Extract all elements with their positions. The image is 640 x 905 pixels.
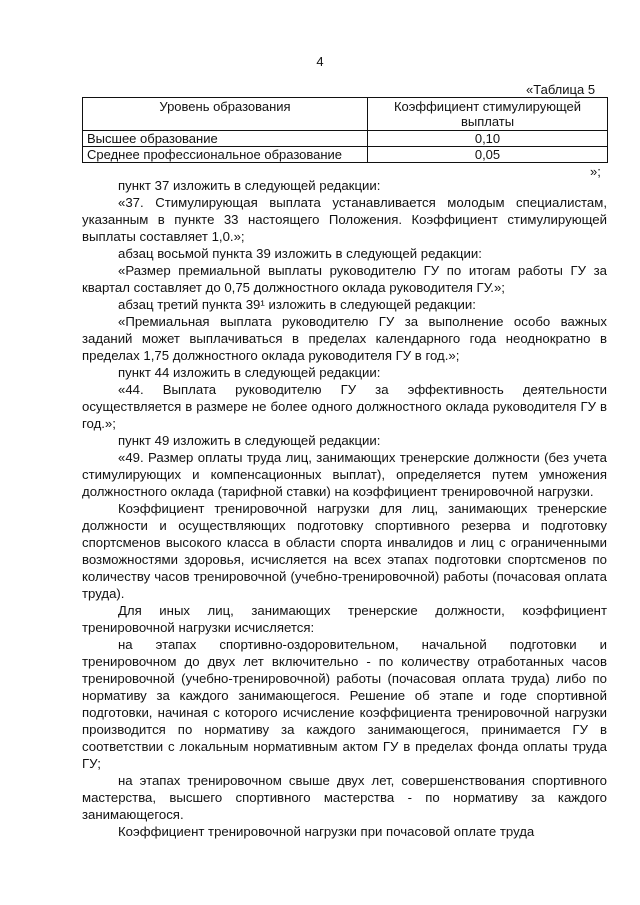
paragraph: на этапах тренировочном свыше двух лет, совершенствования спортивного мастерства, высшего спортивного мастерства - по нормативу за каждого занимающегося. [82,773,607,822]
paragraph: «44. Выплата руководителю ГУ за эффективность деятельности осуществляется в размере не более одного должностного оклада руководителя ГУ в год.»; [82,382,607,431]
paragraph: «Размер премиальной выплаты руководителю ГУ по итогам работы ГУ за квартал составляет до 0,75 должностного оклада руководителя ГУ.»; [82,263,607,295]
coefficient-table [82,97,608,163]
table-header-cell: Уровень образования [83,98,368,131]
paragraph: пункт 37 изложить в следующей редакции: [118,178,381,193]
table-cell-coef: 0,05 [368,147,608,163]
table-closing-quote: »; [590,164,601,179]
table-header-row [83,98,608,131]
paragraph: «49. Размер оплаты труда лиц, занимающих тренерские должности (без учета стимулирующих и компенсационных выплат), определяется путем умножения должностного оклада (тарифной ставки) на коэффициент тренировочной нагрузки. [82,450,607,499]
table-row [83,131,608,147]
table-header-cell: Коэффициент стимулирующей выплаты [368,98,608,131]
paragraph: абзац восьмой пункта 39 изложить в следующей редакции: [118,246,482,261]
table-cell-level: Высшее образование [83,131,368,147]
document-body [82,177,607,840]
table-row [83,147,608,163]
paragraph: «37. Стимулирующая выплата устанавливается молодым специалистам, указанным в пункте 33 настоящего Положения. Коэффициент стимулирующей выплаты составляет 1,0.»; [82,195,607,244]
paragraph: Для иных лиц, занимающих тренерские должности, коэффициент тренировочной нагрузки исчисляется: [82,603,607,635]
table-caption: «Таблица 5 [526,82,596,97]
paragraph: пункт 44 изложить в следующей редакции: [118,365,381,380]
table-cell-level: Среднее профессиональное образование [83,147,368,163]
paragraph: Коэффициент тренировочной нагрузки для лиц, занимающих тренерские должности и осуществляющих подготовку спортивного резерва и подготовку спортсменов высокого класса в области спорта инвалидов и лиц с ограниченными возможностями здоровья, исчисляется на всех этапах подготовки спортсменов по количеству часов тренировочной (учебно-тренировочной) работы (почасовая оплата труда). [82,501,607,601]
paragraph: «Премиальная выплата руководителю ГУ за выполнение особо важных заданий может выплачиваться в пределах календарного года неоднократно в пределах 1,75 должностного оклада руководителя ГУ в год.»; [82,314,607,363]
table-cell-coef: 0,10 [368,131,608,147]
paragraph: абзац третий пункта 39¹ изложить в следующей редакции: [118,297,476,312]
paragraph: на этапах спортивно-оздоровительном, начальной подготовки и тренировочном до двух лет включительно - по количеству отработанных часов тренировочной (учебно-тренировочной) работы (почасовая оплата труда) либо по нормативу за каждого занимающегося. Решение об этапе и годе спортивной подготовки, начиная с которого исчисление коэффициента тренировочной нагрузки производится по нормативу за каждого занимающегося, принимается ГУ в соответствии с локальным нормативным актом ГУ в пределах фонда оплаты труда ГУ; [82,637,607,771]
paragraph: пункт 49 изложить в следующей редакции: [118,433,381,448]
paragraph: Коэффициент тренировочной нагрузки при почасовой оплате труда [118,824,535,839]
page-number: 4 [316,54,324,69]
